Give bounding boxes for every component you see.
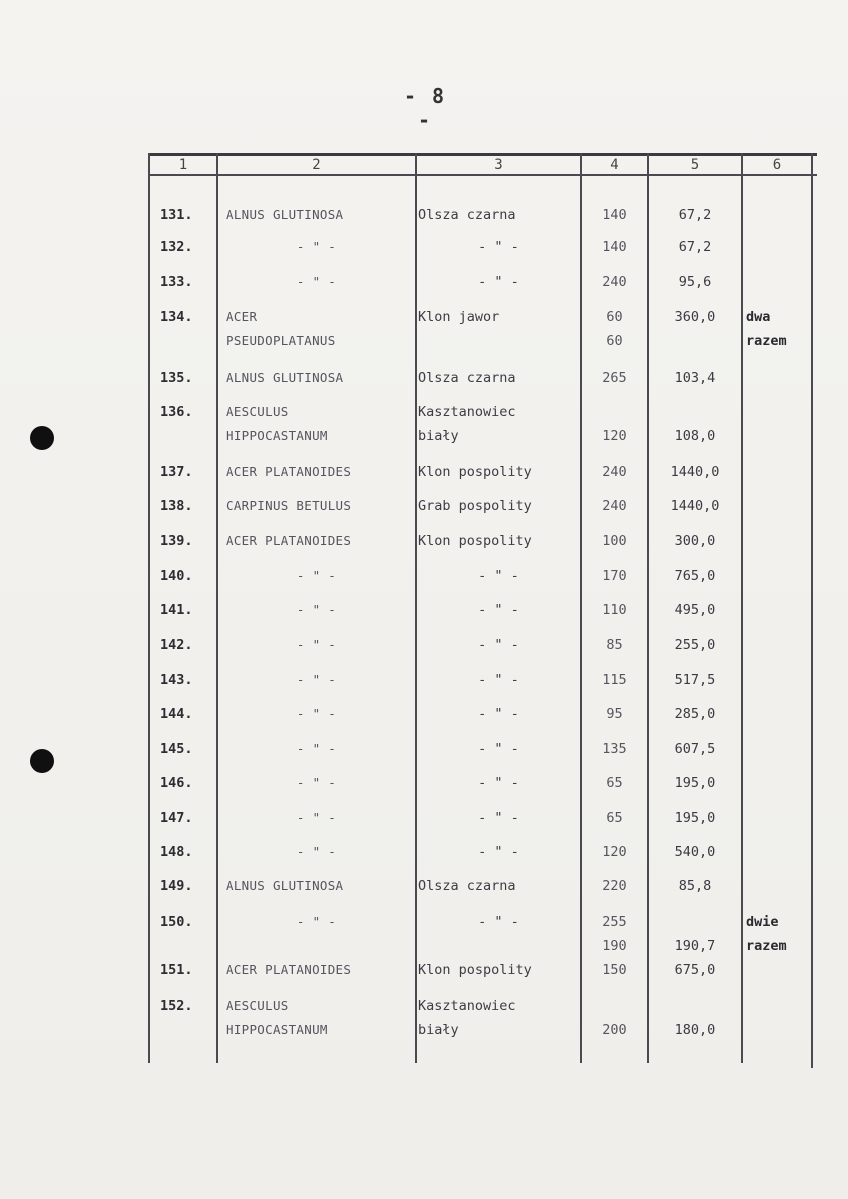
latin-name: - " - xyxy=(296,274,337,289)
value-col-4: 100 xyxy=(602,533,627,549)
row-number: 146. xyxy=(160,775,193,791)
column-header-1: 1 xyxy=(178,157,188,173)
row-number: 132. xyxy=(160,239,193,255)
latin-name: - " - xyxy=(296,637,337,652)
polish-name: - " - xyxy=(478,637,519,653)
remark: razem xyxy=(746,938,787,954)
value-col-4: 65 xyxy=(606,810,623,826)
value-col-4: 115 xyxy=(602,672,627,688)
value-col-4: 120 xyxy=(602,844,627,860)
polish-name: - " - xyxy=(478,706,519,722)
value-col-5: 300,0 xyxy=(674,533,716,549)
remark: razem xyxy=(746,333,787,349)
value-col-5: 67,2 xyxy=(678,239,712,255)
column-header-3: 3 xyxy=(494,157,503,173)
latin-name: - " - xyxy=(296,775,337,790)
punch-hole xyxy=(30,426,54,450)
column-header-4: 4 xyxy=(610,157,619,173)
latin-name: - " - xyxy=(296,602,337,617)
value-col-5: 285,0 xyxy=(674,706,716,722)
polish-name: - " - xyxy=(478,914,519,930)
polish-name: Kasztanowiec xyxy=(418,998,516,1014)
value-col-5: 765,0 xyxy=(674,568,716,584)
value-col-4: 95 xyxy=(606,706,623,722)
value-col-5: 607,5 xyxy=(674,741,716,757)
value-col-5: 540,0 xyxy=(674,844,716,860)
row-number: 136. xyxy=(160,404,193,420)
row-number: 148. xyxy=(160,844,193,860)
value-col-4: 150 xyxy=(602,962,627,978)
value-col-4: 265 xyxy=(602,370,627,386)
value-col-4: 135 xyxy=(602,741,627,757)
value-col-5: 1440,0 xyxy=(670,464,720,480)
page-number: - 8 - xyxy=(403,84,447,132)
latin-name: HIPPOCASTANUM xyxy=(226,1022,328,1037)
latin-name: - " - xyxy=(296,568,337,583)
latin-name: AESCULUS xyxy=(226,404,289,419)
latin-name: ACER PLATANOIDES xyxy=(226,464,352,479)
latin-name: - " - xyxy=(296,741,337,756)
value-col-5: 180,0 xyxy=(674,1022,716,1038)
value-col-4: 110 xyxy=(602,602,627,618)
polish-name: biały xyxy=(418,428,459,444)
value-col-5: 495,0 xyxy=(674,602,716,618)
row-number: 139. xyxy=(160,533,193,549)
value-col-5: 108,0 xyxy=(674,428,716,444)
polish-name: Klon pospolity xyxy=(418,464,532,480)
polish-name: - " - xyxy=(478,741,519,757)
row-number: 143. xyxy=(160,672,193,688)
row-number: 133. xyxy=(160,274,193,290)
latin-name: CARPINUS BETULUS xyxy=(226,498,352,513)
value-col-4: 255 xyxy=(602,914,627,930)
row-number: 152. xyxy=(160,998,193,1014)
value-col-4: 60 xyxy=(606,333,623,349)
latin-name: - " - xyxy=(296,672,337,687)
value-col-5: 360,0 xyxy=(674,309,716,325)
value-col-4: 240 xyxy=(602,464,627,480)
column-divider xyxy=(741,153,743,1063)
row-number: 134. xyxy=(160,309,193,325)
value-col-4: 240 xyxy=(602,498,627,514)
latin-name: - " - xyxy=(296,239,337,254)
column-header-2: 2 xyxy=(312,157,321,173)
polish-name: - " - xyxy=(478,775,519,791)
polish-name: Klon pospolity xyxy=(418,962,532,978)
latin-name: HIPPOCASTANUM xyxy=(226,428,328,443)
polish-name: biały xyxy=(418,1022,459,1038)
latin-name: ACER PLATANOIDES xyxy=(226,533,352,548)
column-divider xyxy=(148,153,150,1063)
value-col-5: 85,8 xyxy=(678,878,712,894)
latin-name: - " - xyxy=(296,914,337,929)
value-col-5: 67,2 xyxy=(678,207,712,223)
polish-name: Kasztanowiec xyxy=(418,404,516,420)
latin-name: ACER PLATANOIDES xyxy=(226,962,352,977)
polish-name: - " - xyxy=(478,844,519,860)
row-number: 151. xyxy=(160,962,193,978)
latin-name: - " - xyxy=(296,810,337,825)
row-number: 131. xyxy=(160,207,193,223)
polish-name: Olsza czarna xyxy=(418,370,516,386)
row-number: 141. xyxy=(160,602,193,618)
polish-name: - " - xyxy=(478,810,519,826)
value-col-5: 517,5 xyxy=(674,672,716,688)
value-col-5: 675,0 xyxy=(674,962,716,978)
value-col-4: 60 xyxy=(606,309,623,325)
value-col-4: 85 xyxy=(606,637,623,653)
table-header-divider xyxy=(148,174,817,176)
remark: dwie xyxy=(746,914,779,930)
polish-name: - " - xyxy=(478,602,519,618)
column-header-5: 5 xyxy=(690,157,700,173)
value-col-4: 240 xyxy=(602,274,627,290)
latin-name: AESCULUS xyxy=(226,998,289,1013)
polish-name: - " - xyxy=(478,239,519,255)
polish-name: Klon jawor xyxy=(418,309,500,325)
latin-name: ALNUS GLUTINOSA xyxy=(226,207,344,222)
row-number: 137. xyxy=(160,464,193,480)
row-number: 144. xyxy=(160,706,193,722)
row-number: 140. xyxy=(160,568,193,584)
value-col-4: 220 xyxy=(602,878,627,894)
row-number: 135. xyxy=(160,370,193,386)
row-number: 149. xyxy=(160,878,193,894)
row-number: 138. xyxy=(160,498,193,514)
latin-name: - " - xyxy=(296,844,337,859)
latin-name: ALNUS GLUTINOSA xyxy=(226,370,344,385)
value-col-4: 190 xyxy=(602,938,627,954)
column-header-6: 6 xyxy=(772,157,782,173)
polish-name: - " - xyxy=(478,274,519,290)
value-col-4: 65 xyxy=(606,775,623,791)
value-col-5: 255,0 xyxy=(674,637,716,653)
polish-name: Olsza czarna xyxy=(418,207,516,223)
row-number: 150. xyxy=(160,914,193,930)
value-col-4: 120 xyxy=(602,428,627,444)
value-col-4: 170 xyxy=(602,568,627,584)
polish-name: - " - xyxy=(478,672,519,688)
value-col-4: 140 xyxy=(602,207,627,223)
value-col-5: 95,6 xyxy=(678,274,712,290)
value-col-4: 140 xyxy=(602,239,627,255)
polish-name: - " - xyxy=(478,568,519,584)
value-col-4: 200 xyxy=(602,1022,627,1038)
latin-name: PSEUDOPLATANUS xyxy=(226,333,336,348)
latin-name: ACER xyxy=(226,309,258,324)
punch-hole xyxy=(30,749,54,773)
value-col-5: 195,0 xyxy=(674,810,716,826)
value-col-5: 190,7 xyxy=(674,938,716,954)
value-col-5: 103,4 xyxy=(674,370,716,386)
row-number: 145. xyxy=(160,741,193,757)
latin-name: ALNUS GLUTINOSA xyxy=(226,878,344,893)
remark: dwa xyxy=(746,309,771,325)
row-number: 147. xyxy=(160,810,193,826)
value-col-5: 1440,0 xyxy=(670,498,720,514)
polish-name: Klon pospolity xyxy=(418,533,532,549)
polish-name: Olsza czarna xyxy=(418,878,516,894)
row-number: 142. xyxy=(160,637,193,653)
latin-name: - " - xyxy=(296,706,337,721)
value-col-5: 195,0 xyxy=(674,775,716,791)
polish-name: Grab pospolity xyxy=(418,498,532,514)
